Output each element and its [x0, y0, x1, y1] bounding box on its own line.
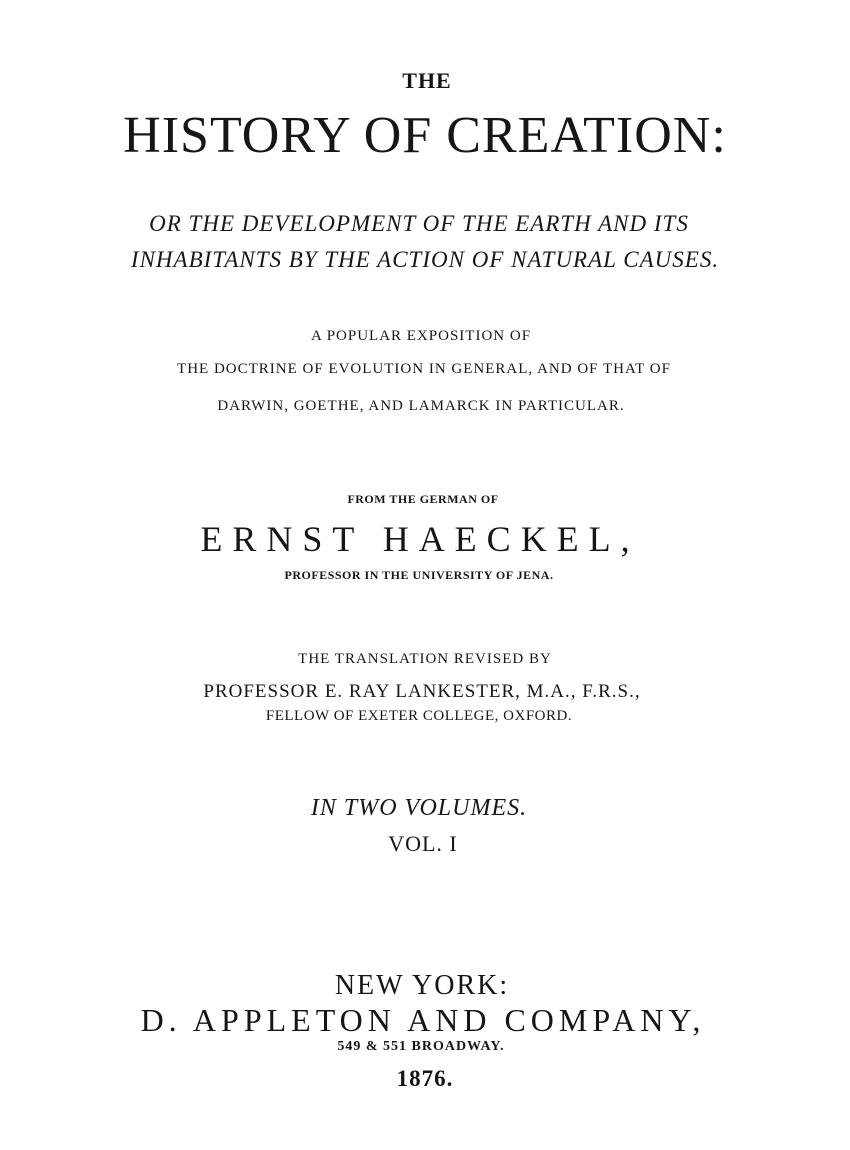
publication-year: 1876. [396, 1066, 454, 1091]
subtitle-line-2: INHABITANTS BY THE ACTION OF NATURAL CAUSES. [130, 247, 720, 272]
volume-number: VOL. I [388, 831, 458, 856]
exposition-line-2: THE DOCTRINE OF EVOLUTION IN GENERAL, AND OF THAT OF [177, 361, 671, 377]
volume-count: IN TWO VOLUMES. [310, 795, 528, 821]
publisher-name: D. APPLETON AND COMPANY, [140, 1002, 706, 1038]
subtitle-line-1: OR THE DEVELOPMENT OF THE EARTH AND ITS [149, 211, 689, 236]
title-article: THE [402, 68, 452, 93]
author-name: ERNST HAECKEL, [200, 519, 640, 559]
exposition-line-1: A POPULAR EXPOSITION OF [310, 328, 532, 344]
publisher-address: 549 & 551 BROADWAY. [337, 1039, 505, 1054]
from-the-german: FROM THE GERMAN OF [347, 492, 499, 506]
main-title: HISTORY OF CREATION: [123, 107, 727, 164]
exposition-line-3: DARWIN, GOETHE, AND LAMARCK IN PARTICULAR. [217, 398, 625, 414]
translation-note: THE TRANSLATION REVISED BY [298, 651, 552, 667]
reviser-position: FELLOW OF EXETER COLLEGE, OXFORD. [265, 708, 573, 724]
publication-city: NEW YORK: [334, 970, 510, 1001]
author-position: PROFESSOR IN THE UNIVERSITY OF JENA. [284, 568, 554, 582]
reviser-name: PROFESSOR E. RAY LANKESTER, M.A., F.R.S., [203, 681, 641, 702]
